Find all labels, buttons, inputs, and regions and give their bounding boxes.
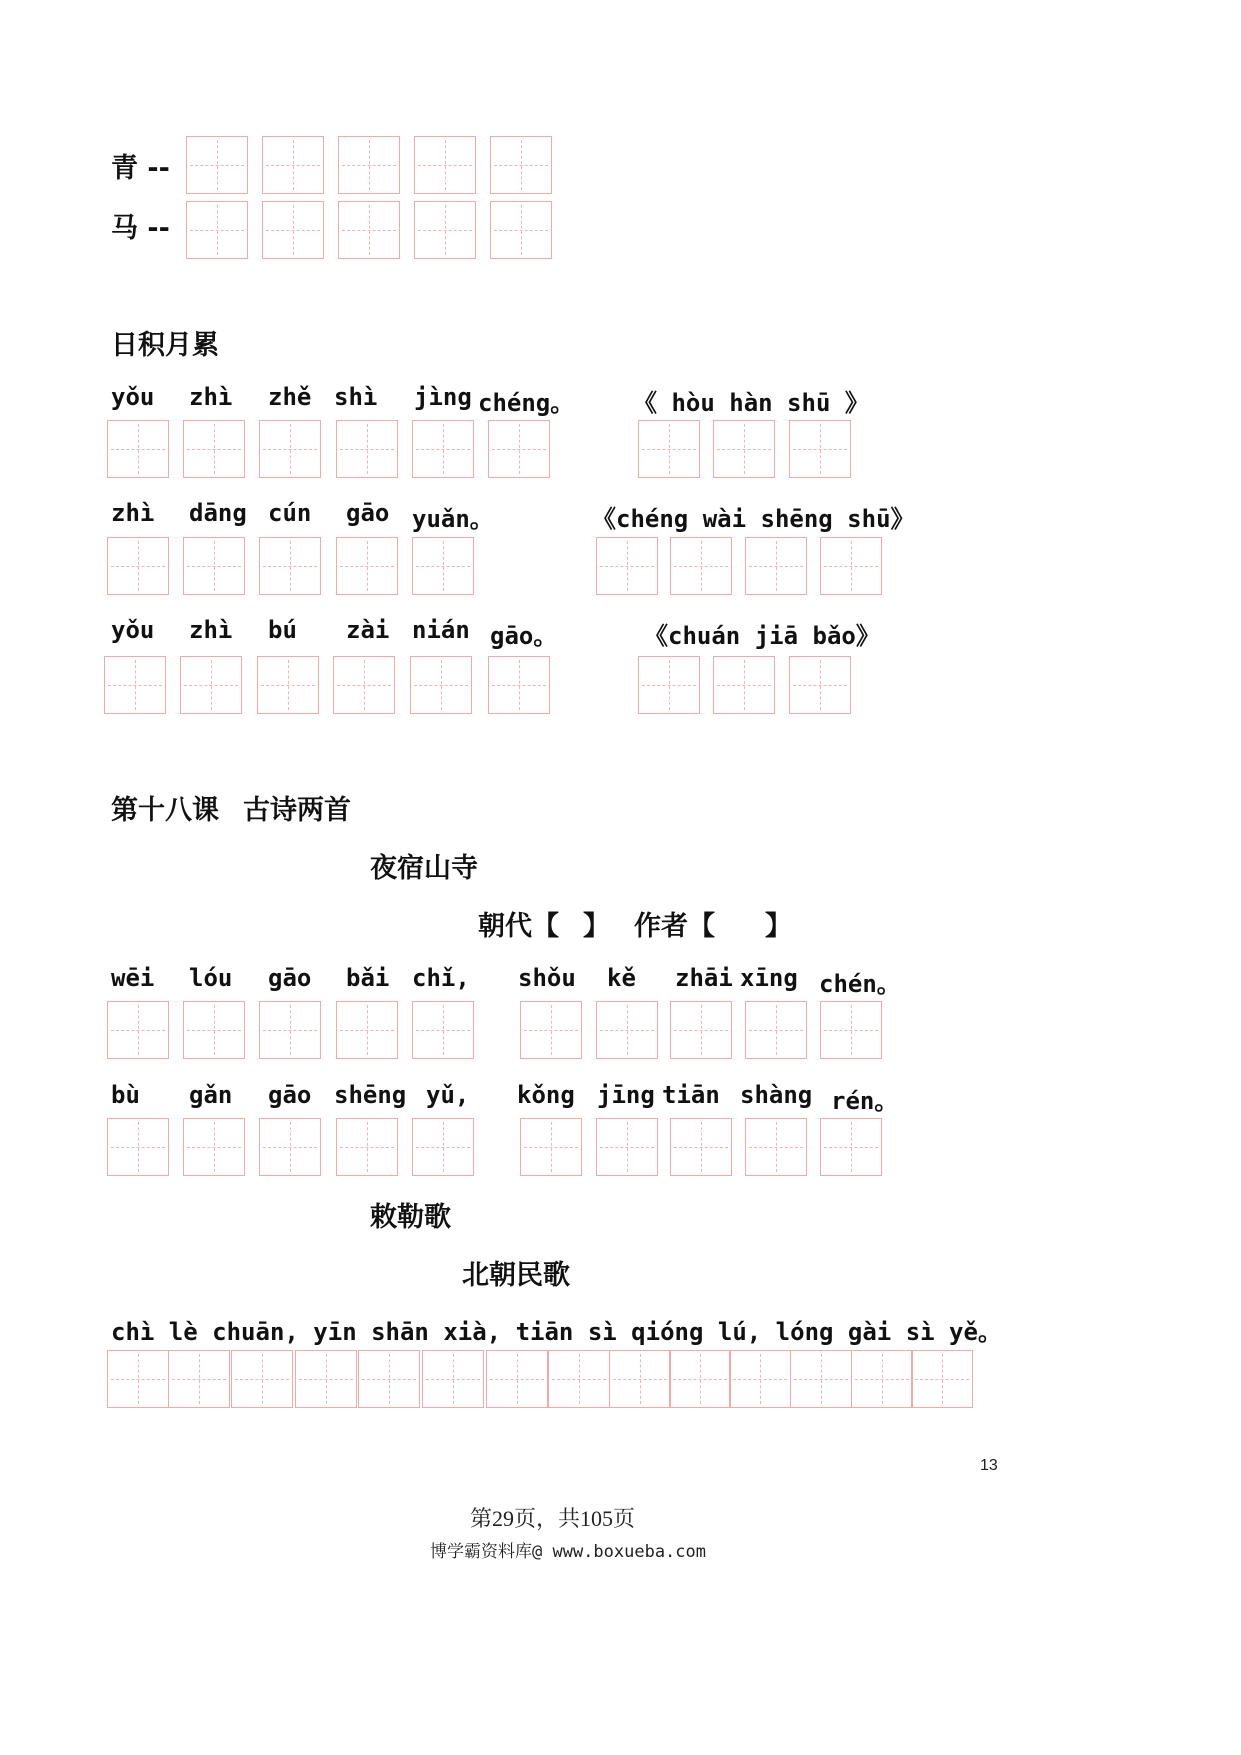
lesson-heading: 第十八课 (111, 795, 219, 826)
writing-grid[interactable] (820, 1001, 882, 1059)
writing-grid[interactable] (186, 201, 248, 259)
pinyin: cún (268, 499, 312, 527)
source-title: 《chéng wài shēng shū》 (592, 505, 915, 533)
author-label: 作者【 (634, 911, 715, 942)
writing-grid[interactable] (490, 136, 552, 194)
writing-grid[interactable] (231, 1350, 293, 1408)
pinyin: gǎn (189, 1081, 233, 1109)
writing-grid[interactable] (412, 420, 474, 478)
writing-grid[interactable] (638, 420, 700, 478)
writing-grid[interactable] (609, 1350, 671, 1408)
writing-grid[interactable] (338, 201, 400, 259)
writing-grid[interactable] (596, 537, 658, 595)
pinyin: zhì (111, 499, 155, 527)
writing-grid[interactable] (789, 656, 851, 714)
pinyin: chéng。 (478, 389, 575, 417)
pinyin: jìng (414, 383, 472, 411)
pinyin: wēi (111, 964, 155, 992)
writing-grid[interactable] (670, 537, 732, 595)
writing-grid[interactable] (851, 1350, 913, 1408)
writing-grid[interactable] (262, 201, 324, 259)
writing-grid[interactable] (107, 537, 169, 595)
writing-grid[interactable] (295, 1350, 357, 1408)
writing-grid[interactable] (183, 537, 245, 595)
pinyin: tiān (662, 1081, 720, 1109)
writing-grid[interactable] (259, 1001, 321, 1059)
pinyin: xīng (740, 964, 798, 992)
writing-grid[interactable] (820, 537, 882, 595)
pinyin: gāo。 (490, 622, 558, 650)
pinyin: bǎi (346, 964, 390, 992)
writing-grid[interactable] (713, 656, 775, 714)
writing-grid[interactable] (412, 1001, 474, 1059)
footer-site: 博学霸资料库@ www.boxueba.com (430, 1542, 706, 1562)
writing-grid[interactable] (336, 420, 398, 478)
source-title: 《 hòu hàn shū 》 (633, 389, 869, 417)
writing-grid[interactable] (488, 656, 550, 714)
writing-grid[interactable] (789, 420, 851, 478)
writing-grid[interactable] (257, 656, 319, 714)
writing-grid[interactable] (336, 1001, 398, 1059)
pinyin: gāo (346, 499, 390, 527)
writing-grid[interactable] (669, 1350, 731, 1408)
writing-grid[interactable] (596, 1118, 658, 1176)
writing-grid[interactable] (486, 1350, 548, 1408)
pinyin: nián (412, 616, 470, 644)
pinyin: jīng (597, 1081, 655, 1109)
pinyin: gāo (268, 964, 312, 992)
writing-grid[interactable] (410, 656, 472, 714)
writing-grid[interactable] (259, 537, 321, 595)
writing-grid[interactable] (745, 537, 807, 595)
pinyin: yǔ, (426, 1081, 470, 1109)
poem-title: 夜宿山寺 (370, 853, 478, 884)
pinyin-line: chì lè chuān, yīn shān xià, tiān sì qióng lú, lóng gài sì yě。 (111, 1318, 1002, 1346)
pinyin: zhāi (675, 964, 733, 992)
writing-grid[interactable] (107, 1350, 169, 1408)
writing-grid[interactable] (638, 656, 700, 714)
writing-grid[interactable] (911, 1350, 973, 1408)
writing-grid[interactable] (180, 656, 242, 714)
writing-grid[interactable] (670, 1118, 732, 1176)
pinyin: dāng (189, 499, 247, 527)
poem-title: 敕勒歌 (370, 1202, 451, 1233)
writing-grid[interactable] (422, 1350, 484, 1408)
lesson-title: 古诗两首 (243, 795, 351, 826)
section-heading-rijiyuelei: 日积月累 (111, 330, 219, 361)
writing-grid[interactable] (596, 1001, 658, 1059)
pinyin: chén。 (819, 970, 901, 998)
writing-grid[interactable] (104, 656, 166, 714)
page-number: 13 (980, 1457, 998, 1474)
writing-grid[interactable] (183, 1118, 245, 1176)
writing-grid[interactable] (520, 1001, 582, 1059)
writing-grid[interactable] (183, 420, 245, 478)
pinyin: shǒu (518, 964, 576, 992)
writing-grid[interactable] (338, 136, 400, 194)
pinyin: gāo (268, 1081, 312, 1109)
writing-grid[interactable] (414, 201, 476, 259)
writing-grid[interactable] (488, 420, 550, 478)
author-bracket-close: 】 (765, 911, 792, 942)
footer-page-count: 第29页，共105页 (470, 1506, 636, 1531)
pinyin: kǒng (517, 1081, 575, 1109)
pinyin: zhì (189, 616, 233, 644)
writing-grid[interactable] (414, 136, 476, 194)
writing-grid[interactable] (713, 420, 775, 478)
pinyin: rén。 (831, 1087, 899, 1115)
pinyin: zhì (189, 383, 233, 411)
writing-grid[interactable] (107, 1001, 169, 1059)
pinyin: yǒu (111, 383, 155, 411)
writing-grid[interactable] (745, 1118, 807, 1176)
pinyin: chǐ, (412, 964, 470, 992)
writing-grid[interactable] (262, 136, 324, 194)
writing-grid[interactable] (333, 656, 395, 714)
writing-grid[interactable] (412, 537, 474, 595)
source-title: 《chuán jiā bǎo》 (644, 622, 880, 650)
writing-grid[interactable] (259, 420, 321, 478)
writing-grid[interactable] (490, 201, 552, 259)
writing-grid[interactable] (336, 1118, 398, 1176)
writing-grid[interactable] (670, 1001, 732, 1059)
writing-grid[interactable] (107, 420, 169, 478)
writing-grid[interactable] (520, 1118, 582, 1176)
pinyin: shàng (740, 1081, 813, 1109)
writing-grid[interactable] (745, 1001, 807, 1059)
pinyin: zhě (268, 383, 312, 411)
pinyin: shì (334, 383, 378, 411)
writing-grid[interactable] (358, 1350, 420, 1408)
writing-grid[interactable] (548, 1350, 610, 1408)
pinyin: zài (346, 616, 390, 644)
word-label-ma: 马 -- (111, 213, 170, 244)
writing-grid[interactable] (820, 1118, 882, 1176)
writing-grid[interactable] (168, 1350, 230, 1408)
writing-grid[interactable] (183, 1001, 245, 1059)
writing-grid[interactable] (412, 1118, 474, 1176)
dynasty-label: 朝代【 (478, 911, 559, 942)
pinyin: bù (111, 1081, 140, 1109)
pinyin: yǒu (111, 616, 155, 644)
dynasty-bracket-close: 】 (583, 911, 610, 942)
writing-grid[interactable] (729, 1350, 791, 1408)
pinyin: bú (268, 616, 297, 644)
pinyin: yuǎn。 (412, 505, 494, 533)
word-label-qing: 青 -- (111, 153, 170, 184)
pinyin: kě (607, 964, 636, 992)
poem-author: 北朝民歌 (462, 1260, 570, 1291)
writing-grid[interactable] (186, 136, 248, 194)
writing-grid[interactable] (790, 1350, 852, 1408)
writing-grid[interactable] (259, 1118, 321, 1176)
writing-grid[interactable] (107, 1118, 169, 1176)
writing-grid[interactable] (336, 537, 398, 595)
pinyin: lóu (189, 964, 233, 992)
pinyin: shēng (334, 1081, 407, 1109)
